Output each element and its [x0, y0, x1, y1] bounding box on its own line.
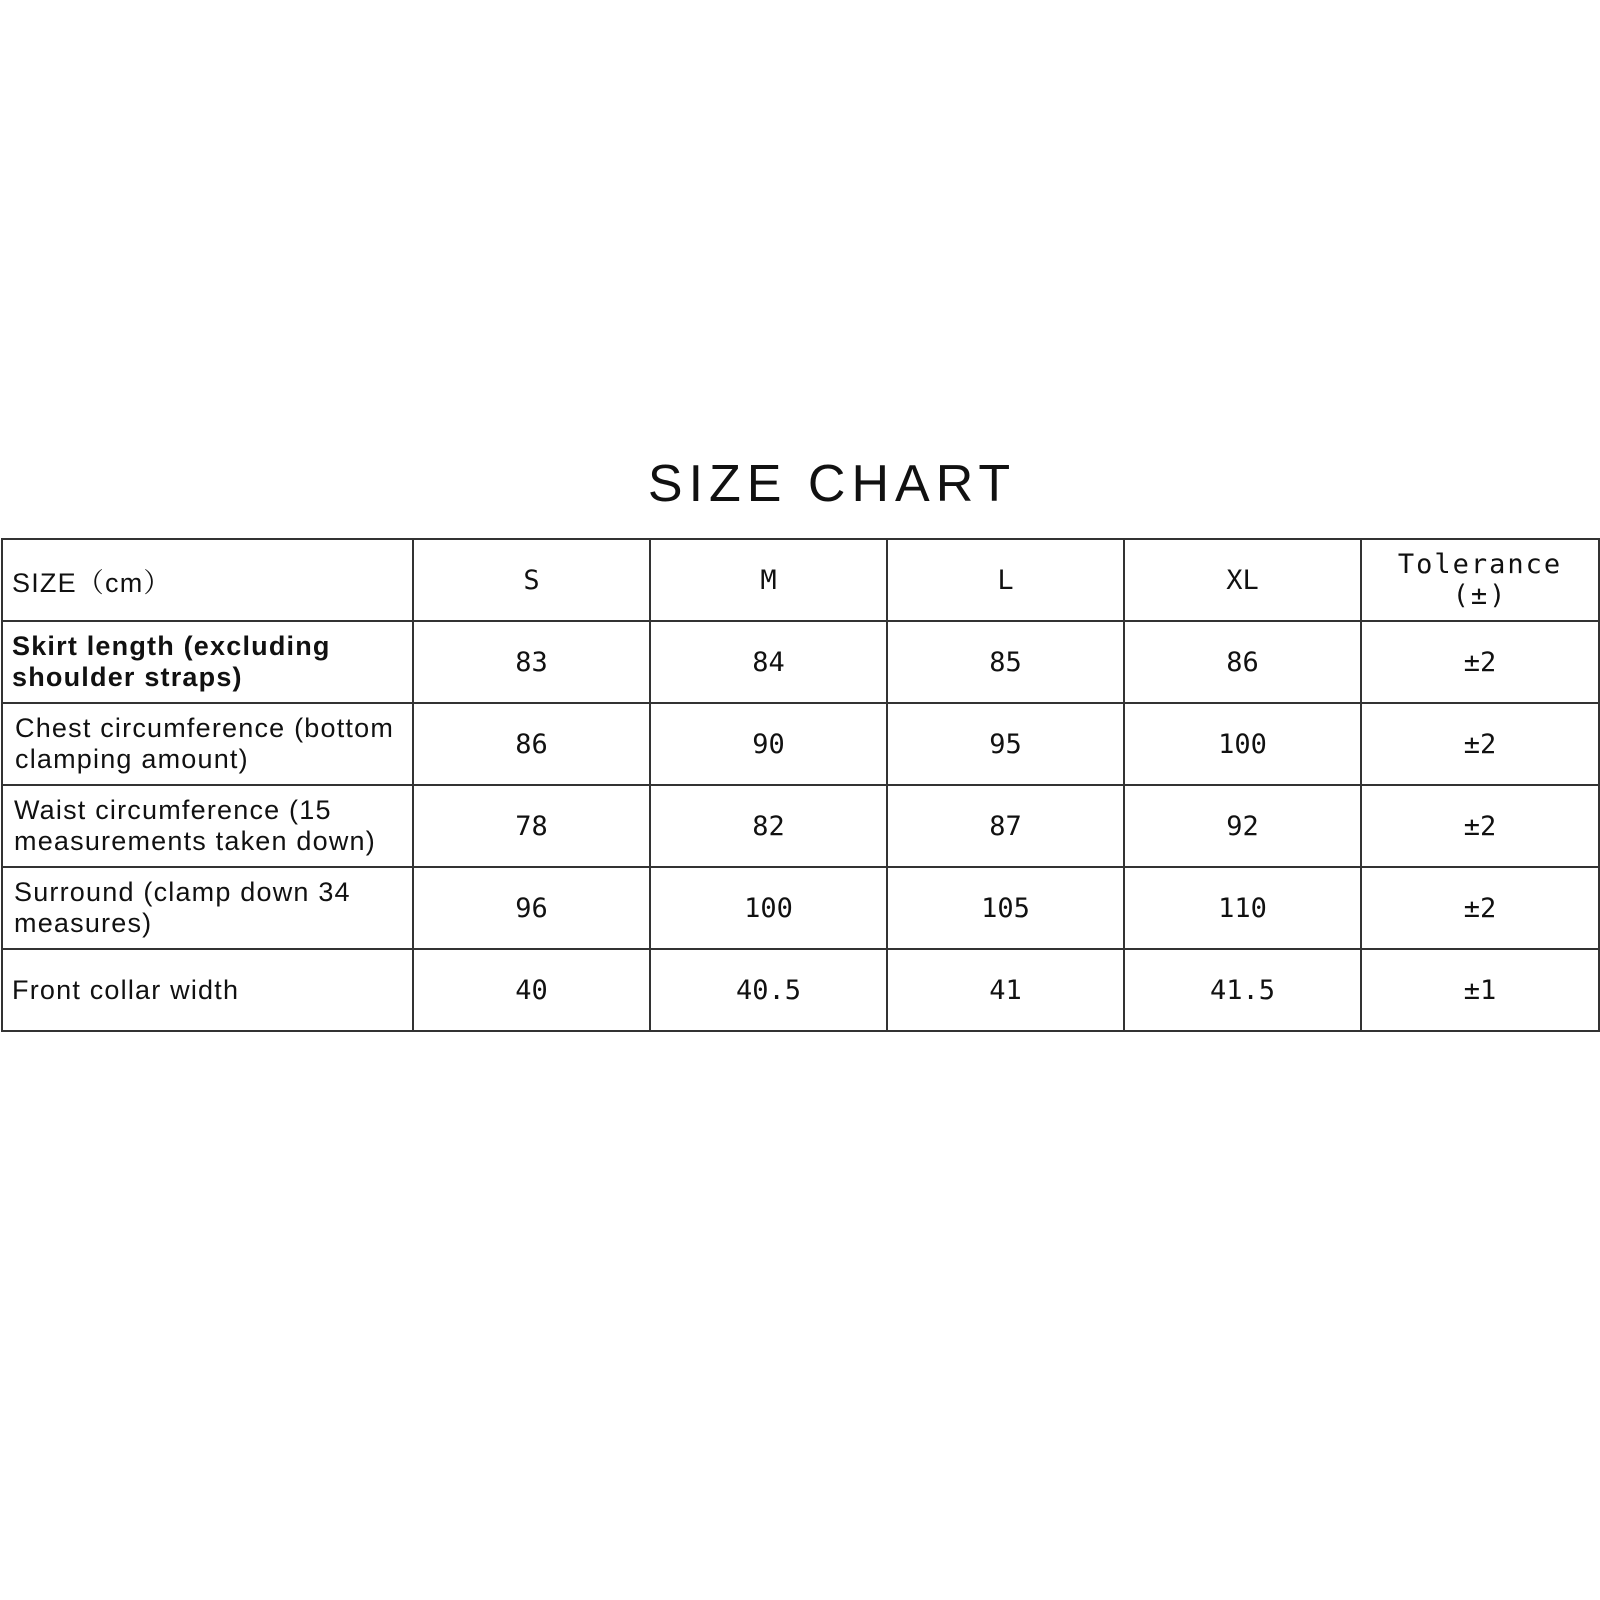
- header-size-l: L: [887, 539, 1124, 621]
- row-label: Front collar width: [2, 949, 413, 1031]
- table-cell: 92: [1124, 785, 1361, 867]
- table-cell: 85: [887, 621, 1124, 703]
- table-cell: 83: [413, 621, 650, 703]
- tolerance-cell: ±2: [1361, 785, 1599, 867]
- table-row: [2, 785, 1599, 867]
- table-cell: 90: [650, 703, 887, 785]
- tolerance-cell: ±2: [1361, 703, 1599, 785]
- header-size-s: S: [413, 539, 650, 621]
- table-row: [2, 949, 1599, 1031]
- table-header-row: [2, 539, 1599, 621]
- table-row: [2, 867, 1599, 949]
- page-title: SIZE CHART: [647, 455, 1017, 513]
- row-label: Skirt length (excluding shoulder straps): [2, 621, 413, 703]
- table-cell: 95: [887, 703, 1124, 785]
- table-cell: 100: [1124, 703, 1361, 785]
- tolerance-cell: ±2: [1361, 621, 1599, 703]
- header-size-m: M: [650, 539, 887, 621]
- header-size-unit-label: SIZE（cm）: [2, 539, 413, 621]
- table-cell: 41: [887, 949, 1124, 1031]
- tolerance-cell: ±2: [1361, 867, 1599, 949]
- row-label: Waist circumference (15 measurements taken down): [2, 785, 413, 867]
- table-row: [2, 621, 1599, 703]
- table-cell: 86: [1124, 621, 1361, 703]
- row-label: Chest circumference (bottom clamping amount): [2, 703, 413, 785]
- table-cell: 84: [650, 621, 887, 703]
- table-cell: 100: [650, 867, 887, 949]
- table-cell: 87: [887, 785, 1124, 867]
- table-cell: 82: [650, 785, 887, 867]
- table-row: [2, 703, 1599, 785]
- table-cell: 41.5: [1124, 949, 1361, 1031]
- header-tolerance: Tolerance (±): [1361, 539, 1599, 621]
- header-size-xl: XL: [1124, 539, 1361, 621]
- table-cell: 110: [1124, 867, 1361, 949]
- table-cell: 86: [413, 703, 650, 785]
- table-cell: 40: [413, 949, 650, 1031]
- table-cell: 96: [413, 867, 650, 949]
- tolerance-cell: ±1: [1361, 949, 1599, 1031]
- table-cell: 105: [887, 867, 1124, 949]
- table-cell: 78: [413, 785, 650, 867]
- row-label: Surround (clamp down 34 measures): [2, 867, 413, 949]
- size-chart-table: [1, 538, 1600, 1032]
- table-cell: 40.5: [650, 949, 887, 1031]
